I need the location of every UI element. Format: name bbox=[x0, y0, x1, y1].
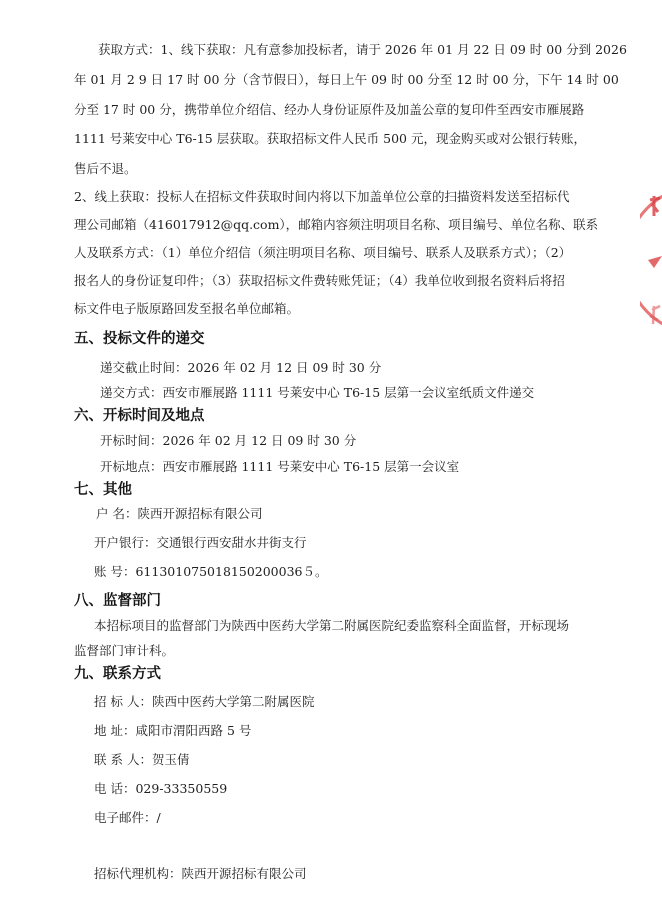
contact-person: 联 系 人：贺玉倩 bbox=[94, 752, 190, 767]
obtain-line-1: 获取方式：1、线下获取：凡有意参加投标者，请于 2026 年 01 月 22 日 09 时 00 分到 2026 bbox=[98, 42, 627, 57]
account-bank: 开户银行：交通银行西安甜水井街支行 bbox=[94, 535, 307, 550]
contact-phone: 电 话：029-33350559 bbox=[94, 781, 228, 796]
red-seal-image bbox=[640, 160, 662, 360]
supervision-line-2: 监督部门审计科。 bbox=[74, 643, 175, 658]
section9-heading: 九、联系方式 bbox=[74, 666, 161, 682]
online-line-2: 理公司邮箱（416017912@qq.com），邮箱内容须注明项目名称、项目编号、单位名称、联系 bbox=[74, 217, 599, 232]
contact-address: 地 址：咸阳市渭阳西路 5 号 bbox=[94, 723, 252, 738]
contact-tenderer: 招 标 人：陕西中医药大学第二附属医院 bbox=[94, 694, 315, 709]
account-name: 户 名：陕西开源招标有限公司 bbox=[96, 506, 263, 521]
account-number: 账 号：611301075018150200036５。 bbox=[94, 564, 328, 579]
section8-heading: 八、监督部门 bbox=[74, 593, 161, 609]
submission-deadline: 递交截止时间：2026 年 02 月 12 日 09 时 30 分 bbox=[100, 360, 382, 375]
obtain-line-2: 年 01 月 2 9 日 17 时 00 分（含节假日），每日上午 09 时 00 分至 12 时 00 分，下午 14 时 00 bbox=[74, 72, 619, 87]
contact-email: 电子邮件：/ bbox=[94, 810, 161, 825]
section5-heading: 五、投标文件的递交 bbox=[74, 331, 205, 347]
online-line-1: 2、线上获取：投标人在招标文件获取时间内将以下加盖单位公章的扫描资料发送至招标代 bbox=[74, 189, 570, 204]
online-line-3: 人及联系方式：（1）单位介绍信（须注明项目名称、项目编号、联系人及联系方式）；（2） bbox=[74, 245, 572, 260]
obtain-line-3: 分至 17 时 00 分，携带单位介绍信、经办人身份证原件及加盖公章的复印件至西安市雁展路 bbox=[74, 102, 585, 117]
section6-heading: 六、开标时间及地点 bbox=[74, 408, 205, 424]
supervision-line-1: 本招标项目的监督部门为陕西中医药大学第二附属医院纪委监察科全面监督，开标现场 bbox=[94, 618, 570, 633]
obtain-line-4: 1111 号莱安中心 T6-15 层获取。获取招标文件人民币 500 元，现金购买或对公银行转账， bbox=[74, 131, 586, 146]
online-line-5: 标文件电子版原路回发至报名单位邮箱。 bbox=[74, 301, 300, 316]
obtain-line-5: 售后不退。 bbox=[74, 161, 137, 176]
online-line-4: 报名人的身份证复印件；（3）获取招标文件费转账凭证；（4）我单位收到报名资料后将招 bbox=[74, 273, 565, 288]
tender-agency: 招标代理机构：陕西开源招标有限公司 bbox=[94, 866, 307, 881]
opening-time: 开标时间：2026 年 02 月 12 日 09 时 30 分 bbox=[100, 433, 357, 448]
opening-place: 开标地点：西安市雁展路 1111 号莱安中心 T6-15 层第一会议室 bbox=[100, 459, 460, 474]
submission-place: 递交方式：西安市雁展路 1111 号莱安中心 T6-15 层第一会议室纸质文件递交 bbox=[100, 385, 535, 400]
section7-heading: 七、其他 bbox=[74, 482, 132, 498]
